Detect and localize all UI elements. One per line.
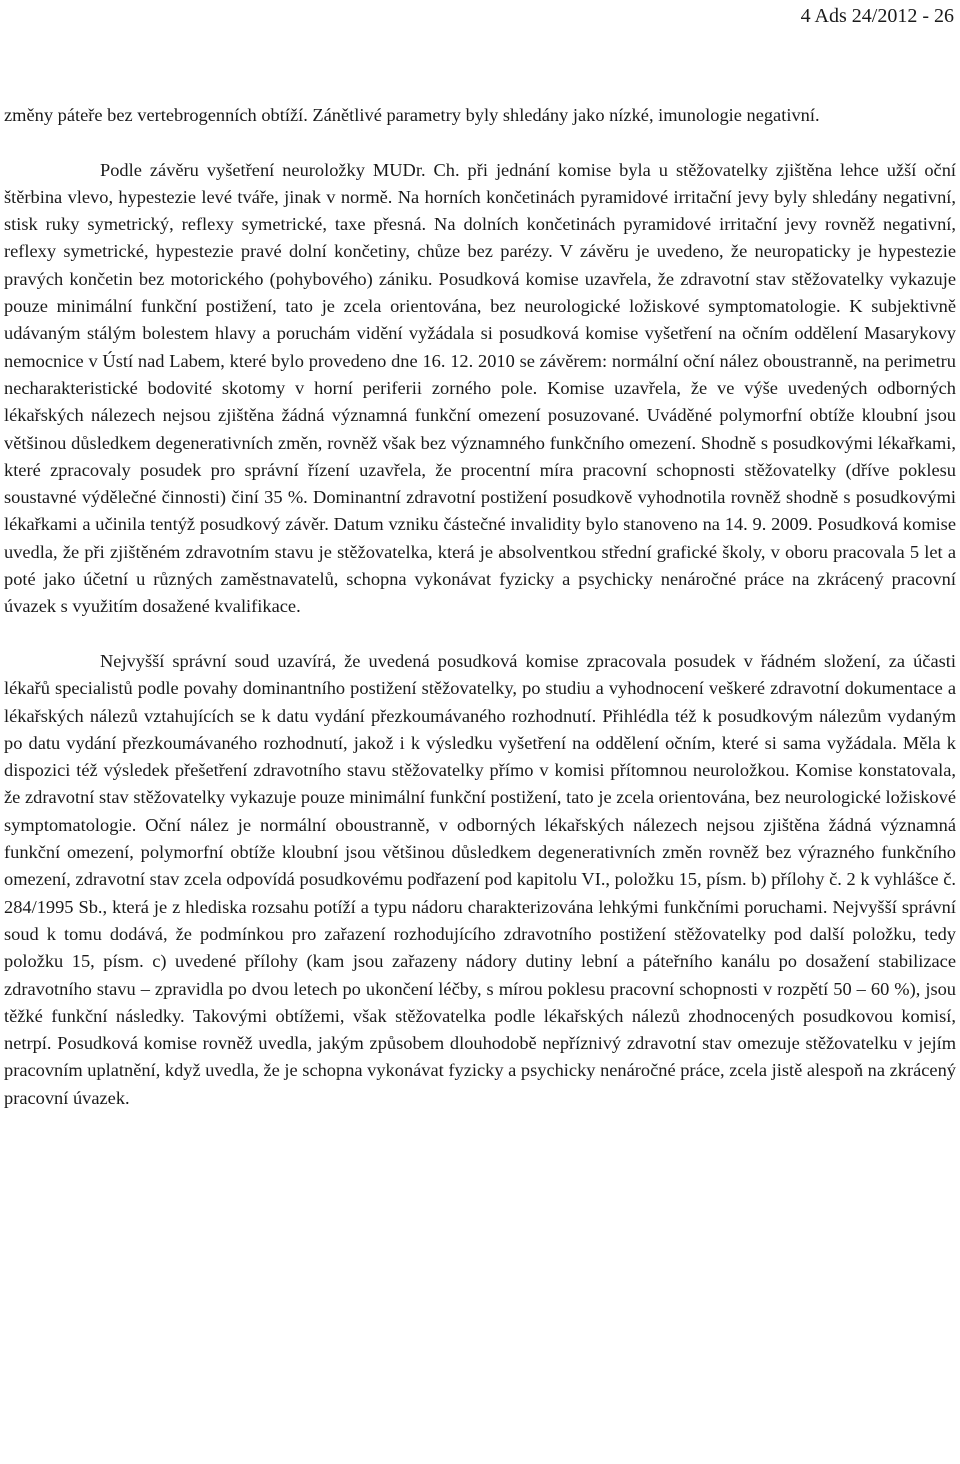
document-body [4,102,956,1112]
paragraph-gap [4,621,956,648]
paragraph-1: změny páteře bez vertebrogenních obtíží. Zánětlivé parametry byly shledány jako nízké, imunologie negativní. [4,105,820,125]
paragraph-gap [4,129,956,156]
paragraph-2: Podle závěru vyšetření neuroložky MUDr. Ch. při jednání komise byla u stěžovatelky zjištěna lehce užší oční štěrbina vlevo, hypestezie levé tváře, jinak v normě. Na horních končetinách pyramidové irritační jevy byly shledány negativní, stisk ruky symetrický, reflexy symetrické, taxe přesná. Na dolních končetinách pyramidové irritační jevy rovněž negativní, reflexy symetrické, hypestezie pravé dolní končetiny, chůze bez parézy. V závěru je uvedeno, že neuropaticky je hypestezie pravých končetin bez motorického (pohybového) zániku. Posudková komise uzavřela, že zdravotní stav stěžovatelky vykazuje pouze minimální funkční postižení, tato je zcela orientována, bez neurologické ložiskové symptomatologie. K subjektivně udávaným stálým bolestem hlavy a poruchám vidění vyžádala si posudková komise vyšetření na očním oddělení Masarykovy nemocnice v Ústí nad Labem, které bylo provedeno dne 16. 12. 2010 se závěrem: normální oční nález oboustranně, na perimetru necharakteristické bodovité skotomy v horní periferii zorného pole. Komise uzavřela, že ve výše uvedených odborných lékařských nálezech nejsou zjištěna žádná významná funkční omezení posuzované. Uváděné polymorfní obtíže kloubní jsou většinou důsledkem degenerativních změn, rovněž však bez významného funkčního omezení. Shodně s posudkovými lékařkami, které zpracovaly posudek pro správní řízení uzavřela, že procentní míra pracovní schopnosti stěžovatelky (dříve poklesu soustavné výdělečné činnosti) činí 35 %. Dominantní zdravotní postižení posudkově vyhodnotila rovněž shodně s posudkovými lékařkami a učinila tentýž posudkový závěr. Datum vzniku částečné invalidity bylo stanoveno na 14. 9. 2009. Posudková komise uvedla, že při zjištěném zdravotním stavu je stěžovatelka, která je absolventkou střední grafické školy, v oboru pracovala 5 let a poté jako účetní u různých zaměstnavatelů, schopna vykonávat fyzicky a psychicky nenáročné práce na zkrácený pracovní úvazek s využitím dosažené kvalifikace. [4,159,956,617]
page-number: 4 Ads 24/2012 - 26 [800,5,954,27]
paragraph-3: Nejvyšší správní soud uzavírá, že uvedená posudková komise zpracovala posudek v řádném složení, za účasti lékařů specialistů podle povahy dominantního postižení stěžovatelky, po studiu a vyhodnocení veškeré zdravotní dokumentace a lékařských nálezů vztahujících se k datu vydání přezkoumávaného rozhodnutí. Přihlédla též k posudkovým nálezům vydaným po datu vydání přezkoumávaného rozhodnutí, jakož i k výsledku vyšetření na oddělení očním, které si sama vyžádala. Měla k dispozici též výsledek přešetření zdravotního stavu stěžovatelky přímo v komisi přítomnou neuroložkou. Komise konstatovala, že zdravotní stav stěžovatelky vykazuje pouze minimální funkční postižení, tato je zcela orientována, bez neurologické ložiskové symptomatologie. Oční nález je normální oboustranně, v odborných lékařských nálezech nejsou zjištěna žádná významná funkční omezení, polymorfní obtíže kloubní jsou většinou důsledkem degenerativních změn rovněž bez výrazného funkčního omezení, zdravotní stav zcela odpovídá posudkovému podřazení pod kapitolu VI., položku 15, písm. b) přílohy č. 2 k vyhlášce č. 284/1995 Sb., která je z hlediska rozsahu potíží a typu nádoru charakterizována lehkými funkčními poruchami. Nejvyšší správní soud k tomu dodává, že podmínkou pro zařazení rozhodujícího zdravotního postižení stěžovatelky pod další položku, tedy položku 15, písm. c) uvedené přílohy (kam jsou zařazeny nádory dutiny lební a páteřního kanálu po dosažení stabilizace zdravotního stavu – zpravidla po dvou letech po ukončení léčby, s mírou poklesu pracovní schopnosti v rozpětí 50 – 60 %), jsou těžké funkční následky. Takovými obtížemi, však stěžovatelka podle lékařských nálezů zhodnocených posudkovou komisí, netrpí. Posudková komise rovněž uvedla, jakým způsobem dlouhodobě nepříznivý zdravotní stav omezuje stěžovatelku v jejím pracovním uplatnění, když uvedla, že je schopna vykonávat fyzicky a psychicky nenáročné práce, zcela jistě alespoň na zkrácený pracovní úvazek. [4,650,956,1108]
